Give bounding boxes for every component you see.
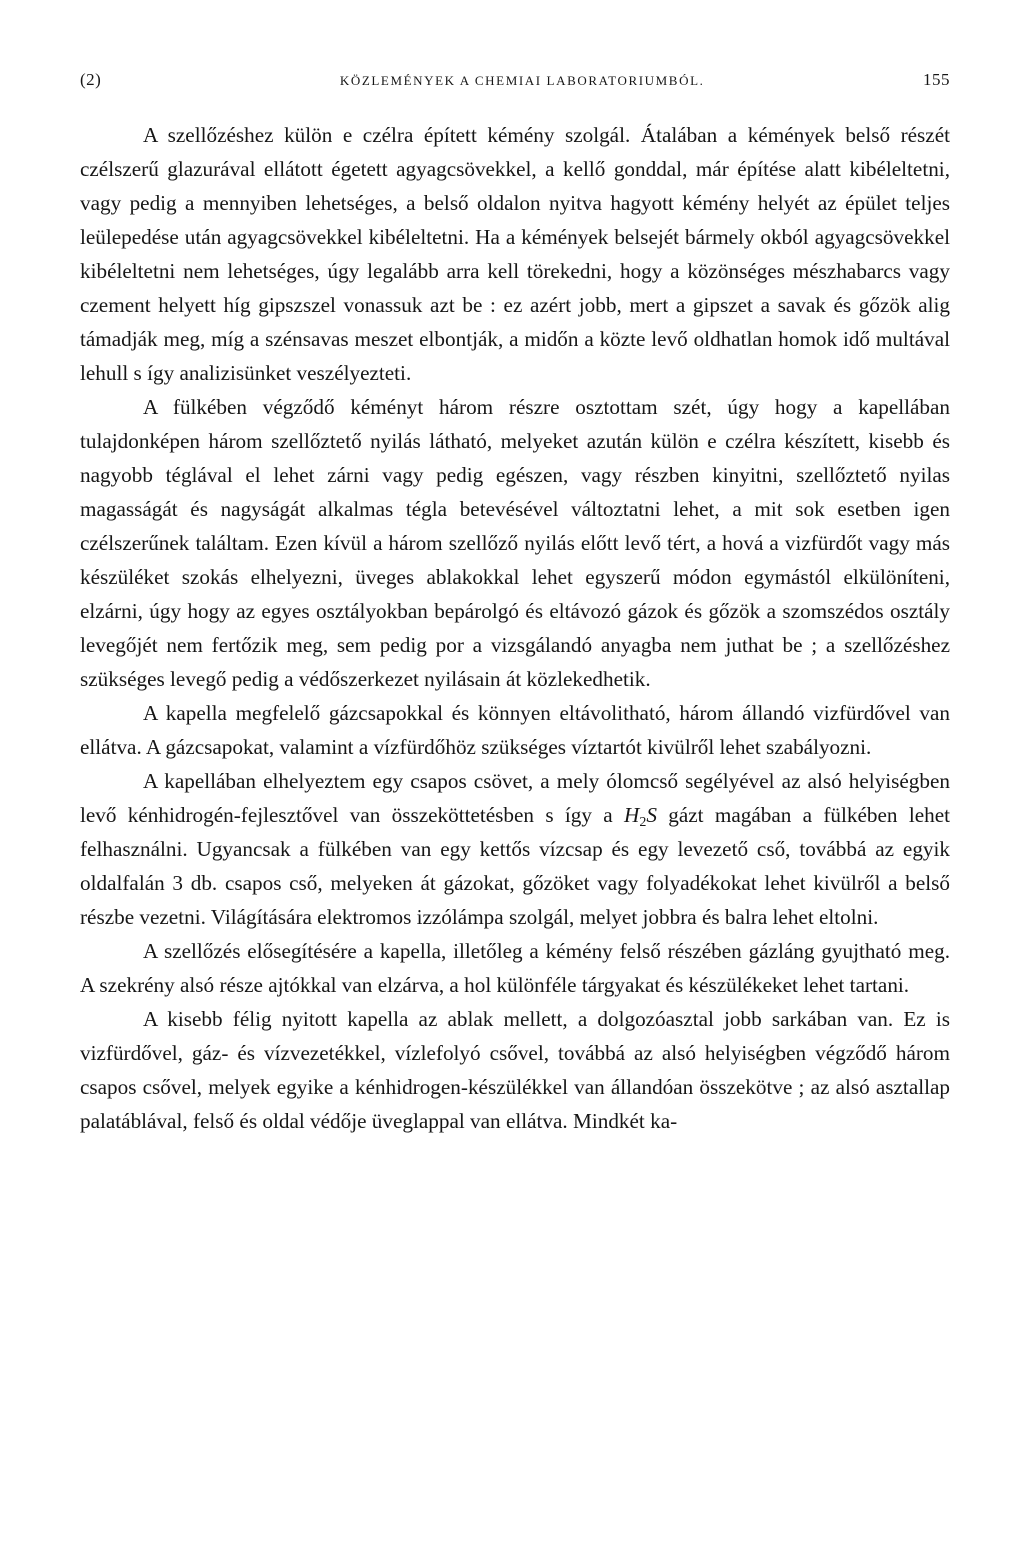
formula-h: H [624, 803, 640, 827]
paragraph-4-part-1: A kapellában elhelyeztem egy csapos csövet, a mely ólomcső segélyével az alsó helyiségben levő kénhidrogén-fejlesztővel van összeköttetésben s így a [80, 769, 950, 827]
h2s-formula [624, 803, 657, 830]
running-title: KÖZLEMÉNYEK A CHEMIAI LABORATORIUMBÓL. [339, 73, 705, 88]
paragraph-4 [80, 764, 950, 934]
page-number: 155 [923, 70, 950, 89]
paragraph-1: A szellőzéshez külön e czélra épített kémény szolgál. Átalában a kémények belső részét czélszerű glazurával ellátott égetett agyagcsövekkel, a kellő gonddal, már építése alatt kibéleltetni, vagy pedig a mennyiben lehetséges, a belső oldalon nyitva hagyott kémény helyét az épület teljes leülepedése után agyagcsövekkel kibéleltetni. Ha a kémények belsejét bármely okból agyagcsövekkel kibéleltetni nem lehetséges, úgy legalább arra kell törekedni, hogy a közönséges mészhabarcs vagy czement helyett híg gipszszel vonassuk azt be : ez azért jobb, mert a gipszet a savak és gőzök alig támadják meg, míg a szénsavas meszet elbontják, a midőn a közte levő oldhatlan homok idő multával lehull s így analizisünket veszélyezteti. [80, 123, 950, 385]
page [80, 70, 950, 1138]
page-label: (2) [80, 70, 102, 89]
paragraph-6: A kisebb félig nyitott kapella az ablak mellett, a dolgozóasztal jobb sarkában van. Ez is vizfürdővel, gáz- és vízvezetékkel, vízlefolyó csővel, továbbá az alsó helyiségben végződő három csapos csővel, melyek egyike a kénhidrogen-készülékkel van állandóan összekötve ; az alsó asztallap palatáblával, felső és oldal védője üveglappal van ellátva. Mindkét ka- [80, 1007, 950, 1133]
paragraph-2: A fülkében végződő kéményt három részre osztottam szét, úgy hogy a kapellában tulajdonképen három szellőztető nyilás látható, melyeket azután külön e czélra készített, kisebb és nagyobb téglával el lehet zárni vagy pedig egészen, vagy részben kinyitni, szellőztető nyilas magasságát és nagyságát alkalmas tégla betevésével változtatni lehet, a mit sok esetben igen czélszerűnek találtam. Ezen kívül a három szellőző nyilás előtt levő tért, a hová a vizfürdőt vagy más készüléket szokás elhelyezni, üveges ablakokkal lehet egyszerű módon egymástól elkülöníteni, elzárni, úgy hogy az egyes osztályokban bepárolgó és eltávozó gázok és gőzök a szomszédos osztály levegőjét nem fertőzik meg, sem pedig por a vizsgálandó anyagba nem juthat be ; a szellőzéshez szükséges levegő pedig a védőszerkezet nyilásain át közlekedhetik. [80, 395, 950, 691]
formula-s: S [646, 803, 657, 827]
paragraph-4-part-2: gázt magában a fülkében lehet felhasználni. Ugyancsak a fülkében van egy kettős vízcsap és egy levezető cső, továbbá az egyik oldalfalán 3 db. csapos cső, melyeken át gázokat, gőzöket vagy folyadékokat lehet kivülről a belső részbe vezetni. Világítására elektromos izzólámpa szolgál, melyet jobbra és balra lehet eltolni. [80, 803, 950, 929]
paragraph-5: A szellőzés elősegítésére a kapella, illetőleg a kémény felső részében gázláng gyujtható meg. A szekrény alsó része ajtókkal van elzárva, a hol különféle tárgyakat és készülékeket lehet tartani. [80, 939, 950, 997]
running-head [80, 70, 950, 100]
paragraph-3: A kapella megfelelő gázcsapokkal és könnyen eltávolitható, három állandó vizfürdővel van ellátva. A gázcsapokat, valamint a vízfürdőhöz szükséges víztartót kivülről lehet szabályozni. [80, 701, 950, 759]
formula-subscript: 2 [639, 815, 647, 830]
article-body [80, 118, 950, 1138]
